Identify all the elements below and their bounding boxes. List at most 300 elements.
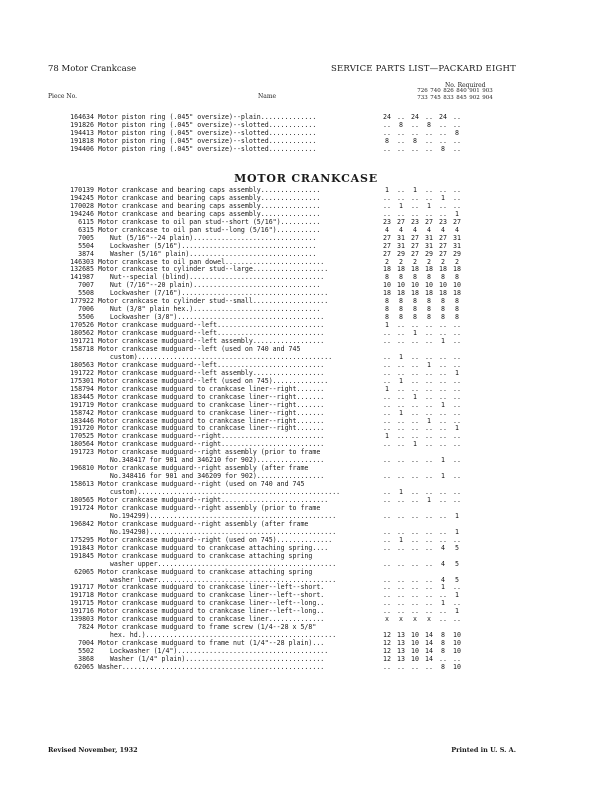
quantity-cell: .. (411, 409, 419, 417)
quantity-cell: .. (453, 401, 461, 409)
quantity-cell: 27 (411, 234, 419, 242)
quantity-cell: .. (439, 424, 447, 432)
quantity-cell: .. (411, 321, 419, 329)
quantity-cell: 1 (385, 186, 389, 194)
quantity-cell: 4 (455, 226, 459, 234)
quantity-cell: .. (411, 194, 419, 202)
quantity-cell: .. (453, 194, 461, 202)
quantity-cell: 1 (399, 488, 403, 496)
quantity-cell: 1 (413, 440, 417, 448)
quantity-cell: .. (411, 591, 419, 599)
part-name: Motor crankcase mudguard--right.......................... (98, 440, 325, 448)
quantity-cell: .. (383, 472, 391, 480)
quantity-cell: 10 (383, 281, 391, 289)
quantity-cell: 4 (441, 560, 445, 568)
quantity-cell: 13 (397, 639, 405, 647)
part-name: Nut--special (blind).................................. (98, 273, 325, 281)
quantity-cell: 8 (427, 305, 431, 313)
quantity-cell: .. (383, 337, 391, 345)
quantity-cell: .. (439, 353, 447, 361)
quantity-cell: 31 (397, 234, 405, 242)
quantity-cell: 8 (441, 663, 445, 671)
quantity-cell: .. (397, 417, 405, 425)
quantity-cell: 29 (425, 250, 433, 258)
part-name: Motor piston ring (.045" oversize)--slotted............ (98, 137, 317, 145)
part-name: Motor crankcase mudguard to crankcase liner.............. (98, 615, 325, 623)
quantity-cell: .. (383, 607, 391, 615)
piece-number: 5506 (78, 313, 94, 321)
part-name: Lockwasher (3/8")..................................... (98, 313, 325, 321)
quantity-cell: 18 (397, 289, 405, 297)
quantity-cell: .. (397, 401, 405, 409)
quantity-cell: 18 (439, 289, 447, 297)
quantity-cell: .. (425, 401, 433, 409)
quantity-cell: 1 (455, 424, 459, 432)
part-name: Motor crankcase mudguard to crankcase attaching spring (98, 552, 313, 560)
quantity-cell: .. (397, 329, 405, 337)
quantity-cell: .. (411, 432, 419, 440)
quantity-cell: .. (397, 186, 405, 194)
piece-number: 62065 (74, 663, 94, 671)
part-name: No.194299)............................................... (98, 512, 337, 520)
quantity-cell: .. (439, 655, 447, 663)
quantity-cell: 27 (439, 242, 447, 250)
piece-number: 191720 (70, 424, 94, 432)
piece-number: 191715 (70, 599, 94, 607)
quantity-cell: .. (439, 385, 447, 393)
model-number: 833 (443, 95, 454, 101)
quantity-cell: .. (453, 583, 461, 591)
piece-number: 191718 (70, 591, 94, 599)
quantity-cell: .. (397, 361, 405, 369)
quantity-cell: 8 (413, 305, 417, 313)
quantity-cell: 1 (399, 202, 403, 210)
quantity-cell: .. (411, 560, 419, 568)
quantity-cell: .. (383, 329, 391, 337)
quantity-cell: .. (383, 129, 391, 137)
quantity-cell: 1 (385, 385, 389, 393)
quantity-cell: .. (411, 544, 419, 552)
quantity-cell: .. (383, 536, 391, 544)
quantity-cell: 8 (441, 273, 445, 281)
part-name: Motor crankcase mudguard--left assembly.................. (98, 369, 325, 377)
quantity-cell: .. (411, 424, 419, 432)
quantity-cell: .. (383, 121, 391, 129)
quantity-cell: .. (397, 591, 405, 599)
quantity-cell: 1 (441, 401, 445, 409)
quantity-cell: 1 (441, 583, 445, 591)
quantity-cell: 8 (441, 145, 445, 153)
quantity-cell: 18 (425, 265, 433, 273)
part-name: Motor crankcase mudguard to crankcase liner--right....... (98, 417, 325, 425)
part-name: washer lower............................................. (98, 576, 337, 584)
model-number: 903 (482, 88, 493, 94)
quantity-cell: .. (411, 202, 419, 210)
piece-number: 164634 (70, 113, 94, 121)
quantity-cell: .. (411, 583, 419, 591)
quantity-cell: .. (453, 377, 461, 385)
quantity-cell: .. (453, 202, 461, 210)
piece-number: 7007 (78, 281, 94, 289)
part-name: Lockwasher (1/4")...................................... (98, 647, 329, 655)
quantity-cell: .. (453, 329, 461, 337)
quantity-cell: x (427, 615, 431, 623)
model-number: 733 (417, 95, 428, 101)
quantity-cell: .. (439, 607, 447, 615)
quantity-cell: .. (397, 528, 405, 536)
quantity-cell: .. (425, 385, 433, 393)
section-title: MOTOR CRANKCASE (234, 172, 378, 185)
quantity-cell: 1 (385, 432, 389, 440)
quantity-cell: 27 (383, 234, 391, 242)
part-name: Motor crankcase and bearing caps assembly............... (98, 202, 321, 210)
quantity-cell: .. (397, 576, 405, 584)
piece-number: 191716 (70, 607, 94, 615)
quantity-cell: 4 (441, 226, 445, 234)
quantity-cell: .. (397, 424, 405, 432)
quantity-cell: .. (383, 353, 391, 361)
piece-number: 175295 (70, 536, 94, 544)
quantity-cell: 10 (411, 647, 419, 655)
quantity-cell: .. (397, 337, 405, 345)
quantity-cell: .. (411, 536, 419, 544)
quantity-cell: 10 (453, 631, 461, 639)
page-header-left: 78 Motor Crankcase (48, 64, 137, 74)
quantity-cell: .. (453, 121, 461, 129)
part-name: Lockwasher (5/16").................................. (98, 242, 317, 250)
quantity-cell: .. (383, 369, 391, 377)
quantity-cell: 10 (425, 281, 433, 289)
piece-number: 180563 (70, 361, 94, 369)
quantity-cell: .. (439, 591, 447, 599)
quantity-cell: .. (411, 353, 419, 361)
quantity-cell: 8 (399, 297, 403, 305)
quantity-cell: .. (425, 599, 433, 607)
piece-number: 175301 (70, 377, 94, 385)
quantity-cell: 1 (399, 377, 403, 385)
part-name: Motor crankcase mudguard--right (used on 740 and 745 (98, 480, 305, 488)
quantity-cell: 8 (441, 647, 445, 655)
piece-number: 194413 (70, 129, 94, 137)
part-name: Washer (1/4" plain)................................... (98, 655, 325, 663)
quantity-cell: .. (397, 440, 405, 448)
quantity-cell: .. (411, 369, 419, 377)
quantity-cell: .. (425, 329, 433, 337)
model-numbers-row-1 (416, 88, 494, 94)
piece-number: 191724 (70, 504, 94, 512)
quantity-cell: 1 (455, 591, 459, 599)
quantity-cell: 23 (383, 218, 391, 226)
quantity-cell: 8 (385, 137, 389, 145)
piece-number: 191721 (70, 337, 94, 345)
quantity-cell: .. (425, 456, 433, 464)
quantity-cell: .. (439, 409, 447, 417)
quantity-cell: .. (411, 599, 419, 607)
quantity-cell: .. (383, 440, 391, 448)
piece-number: 5504 (78, 242, 94, 250)
quantity-cell: .. (453, 186, 461, 194)
quantity-cell: .. (439, 210, 447, 218)
part-name: Nut (3/8" plain hex.)................................ (98, 305, 321, 313)
quantity-cell: .. (425, 377, 433, 385)
piece-number: 170526 (70, 321, 94, 329)
quantity-cell: 29 (397, 250, 405, 258)
piece-number: 158613 (70, 480, 94, 488)
quantity-cell: 8 (455, 273, 459, 281)
piece-number: 191722 (70, 369, 94, 377)
quantity-cell: .. (411, 361, 419, 369)
quantity-cell: .. (453, 496, 461, 504)
quantity-cell: .. (397, 583, 405, 591)
quantity-cell: 8 (455, 305, 459, 313)
quantity-cell: .. (411, 377, 419, 385)
piece-number: 7824 (78, 623, 94, 631)
quantity-cell: .. (411, 129, 419, 137)
quantity-cell: .. (411, 337, 419, 345)
quantity-cell: 8 (399, 273, 403, 281)
piece-number: 158742 (70, 409, 94, 417)
quantity-cell: .. (397, 663, 405, 671)
quantity-cell: 27 (425, 218, 433, 226)
quantity-cell: .. (411, 385, 419, 393)
part-name: Motor crankcase and bearing caps assembly............... (98, 210, 321, 218)
quantity-cell: 10 (453, 281, 461, 289)
quantity-cell: .. (397, 607, 405, 615)
quantity-cell: .. (453, 615, 461, 623)
quantity-cell: 1 (427, 496, 431, 504)
quantity-cell: 8 (441, 313, 445, 321)
piece-number: 180565 (70, 496, 94, 504)
quantity-cell: .. (453, 409, 461, 417)
piece-number: 170139 (70, 186, 94, 194)
model-number: 845 (456, 95, 467, 101)
quantity-cell: 31 (425, 234, 433, 242)
quantity-cell: .. (425, 560, 433, 568)
piece-number: 3868 (78, 655, 94, 663)
quantity-cell: 18 (439, 265, 447, 273)
part-name: Motor crankcase mudguard to crankcase liner--left--long.. (98, 599, 325, 607)
quantity-cell: 10 (411, 281, 419, 289)
piece-number: 177922 (70, 297, 94, 305)
quantity-cell: 1 (399, 353, 403, 361)
piece-number: 62065 (74, 568, 94, 576)
part-name: Motor crankcase mudguard to crankcase liner--right....... (98, 409, 325, 417)
quantity-cell: .. (411, 488, 419, 496)
piece-number: 191719 (70, 401, 94, 409)
quantity-cell: .. (383, 401, 391, 409)
part-name: Motor crankcase mudguard to crankcase liner--right....... (98, 401, 325, 409)
piece-number: 191717 (70, 583, 94, 591)
quantity-cell: 18 (411, 265, 419, 273)
quantity-cell: .. (383, 145, 391, 153)
quantity-cell: .. (383, 560, 391, 568)
piece-number: 141987 (70, 273, 94, 281)
quantity-cell: 2 (427, 258, 431, 266)
part-name: Motor crankcase mudguard to crankcase liner--right....... (98, 385, 325, 393)
part-name: Motor crankcase mudguard to frame screw (1/4--28 x 5/8" (98, 623, 317, 631)
quantity-cell: .. (383, 377, 391, 385)
quantity-cell: 10 (411, 655, 419, 663)
model-number: 826 (443, 88, 454, 94)
quantity-cell: 8 (427, 313, 431, 321)
piece-number: 5508 (78, 289, 94, 297)
part-name: Washer (5/16" plain)................................ (98, 250, 317, 258)
quantity-cell: .. (439, 536, 447, 544)
quantity-cell: .. (439, 137, 447, 145)
quantity-cell: .. (383, 663, 391, 671)
piece-number: 194406 (70, 145, 94, 153)
part-name: Motor crankcase to cylinder stud--large................... (98, 265, 329, 273)
quantity-cell: .. (425, 583, 433, 591)
piece-number: 191818 (70, 137, 94, 145)
quantity-cell: .. (453, 456, 461, 464)
quantity-cell: 2 (455, 258, 459, 266)
model-number: 745 (430, 95, 441, 101)
piece-number: 6315 (78, 226, 94, 234)
part-name: Lockwasher (7/16")..................................... (98, 289, 329, 297)
part-name: Nut (7/16"--20 plain)................................ (98, 281, 321, 289)
quantity-cell: 1 (399, 409, 403, 417)
model-number: 726 (417, 88, 428, 94)
quantity-cell: .. (411, 401, 419, 409)
quantity-cell: 12 (383, 655, 391, 663)
quantity-cell: 1 (413, 329, 417, 337)
quantity-cell: 8 (455, 313, 459, 321)
part-name: Motor crankcase and bearing caps assembly............... (98, 186, 321, 194)
quantity-cell: .. (425, 194, 433, 202)
quantity-cell: .. (383, 488, 391, 496)
quantity-cell: .. (397, 496, 405, 504)
quantity-cell: .. (425, 536, 433, 544)
quantity-cell: .. (397, 210, 405, 218)
quantity-cell: .. (411, 472, 419, 480)
part-name: Motor crankcase mudguard--right........................... (98, 496, 329, 504)
part-name: No.348416 for 901 and 346209 for 902)................. (98, 472, 325, 480)
quantity-cell: 27 (411, 250, 419, 258)
piece-number-heading: Piece No. (48, 93, 77, 100)
quantity-cell: .. (411, 456, 419, 464)
quantity-cell: 23 (411, 218, 419, 226)
quantity-cell: .. (439, 202, 447, 210)
quantity-cell: .. (411, 576, 419, 584)
quantity-cell: 12 (383, 647, 391, 655)
quantity-cell: .. (425, 591, 433, 599)
quantity-cell: .. (439, 329, 447, 337)
piece-number: 146303 (70, 258, 94, 266)
quantity-cell: 2 (413, 258, 417, 266)
part-name: Motor crankcase mudguard--right assembly (after frame (98, 464, 309, 472)
quantity-cell: 8 (385, 273, 389, 281)
quantity-cell: .. (439, 377, 447, 385)
quantity-cell: .. (411, 512, 419, 520)
quantity-cell: 27 (439, 234, 447, 242)
piece-number: 191723 (70, 448, 94, 456)
quantity-cell: x (399, 615, 403, 623)
part-name: No.194298)............................................... (98, 528, 337, 536)
quantity-cell: .. (425, 663, 433, 671)
quantity-cell: 14 (425, 647, 433, 655)
quantity-cell: .. (425, 544, 433, 552)
quantity-cell: 8 (427, 121, 431, 129)
quantity-cell: 13 (397, 631, 405, 639)
quantity-cell: 1 (441, 194, 445, 202)
quantity-cell: .. (397, 512, 405, 520)
part-name: Motor crankcase mudguard to crankcase liner--right....... (98, 424, 325, 432)
quantity-cell: .. (383, 194, 391, 202)
piece-number: 183445 (70, 393, 94, 401)
quantity-cell: x (385, 615, 389, 623)
part-name: custom)................................................. (98, 353, 333, 361)
part-name: No.348417 for 901 and 346210 for 902)................. (98, 456, 325, 464)
quantity-cell: .. (383, 599, 391, 607)
part-name: Motor crankcase mudguard to crankcase liner--left--short. (98, 591, 325, 599)
page-header-right: SERVICE PARTS LIST—PACKARD EIGHT (330, 64, 516, 74)
quantity-cell: 27 (439, 250, 447, 258)
quantity-cell: .. (411, 145, 419, 153)
part-name: hex. hd.)................................................ (98, 631, 337, 639)
quantity-cell: 14 (425, 631, 433, 639)
quantity-cell: .. (439, 186, 447, 194)
quantity-cell: 1 (427, 417, 431, 425)
quantity-cell: .. (439, 488, 447, 496)
quantity-cell: 8 (441, 305, 445, 313)
quantity-cell: .. (425, 210, 433, 218)
quantity-cell: .. (439, 615, 447, 623)
quantity-cell: .. (425, 409, 433, 417)
quantity-cell: 10 (397, 281, 405, 289)
quantity-cell: .. (439, 528, 447, 536)
quantity-cell: 4 (413, 226, 417, 234)
model-number: 904 (482, 95, 493, 101)
part-name: Motor crankcase mudguard--left........................... (98, 329, 325, 337)
quantity-cell: 27 (411, 242, 419, 250)
quantity-cell: 23 (439, 218, 447, 226)
quantity-cell: 8 (399, 121, 403, 129)
part-name: Motor piston ring (.045" oversize)--plain.............. (98, 113, 317, 121)
piece-number: 191845 (70, 552, 94, 560)
quantity-cell: 1 (455, 210, 459, 218)
quantity-cell: 18 (383, 265, 391, 273)
quantity-cell: 4 (427, 226, 431, 234)
quantity-cell: .. (383, 424, 391, 432)
part-name: Motor crankcase to oil pan stud--long (5/16")........... (98, 226, 321, 234)
part-name: Motor crankcase mudguard--left........................... (98, 321, 325, 329)
part-name: Motor crankcase mudguard to crankcase liner--left--long.. (98, 607, 325, 615)
quantity-cell: .. (425, 337, 433, 345)
quantity-cell: 8 (385, 297, 389, 305)
quantity-cell: .. (383, 496, 391, 504)
quantity-cell: .. (439, 512, 447, 520)
quantity-cell: .. (425, 424, 433, 432)
quantity-cell: 2 (441, 258, 445, 266)
quantity-cell: 8 (413, 137, 417, 145)
quantity-cell: .. (411, 496, 419, 504)
quantity-cell: 8 (427, 297, 431, 305)
quantity-cell: .. (425, 528, 433, 536)
quantity-cell: 8 (399, 305, 403, 313)
quantity-cell: 10 (453, 639, 461, 647)
piece-number: 196842 (70, 520, 94, 528)
quantity-cell: 18 (453, 289, 461, 297)
quantity-cell: .. (397, 369, 405, 377)
quantity-cell: .. (383, 361, 391, 369)
part-name: Washer................................................... (98, 663, 325, 671)
quantity-cell: .. (453, 361, 461, 369)
part-name: Motor crankcase mudguard--left (used on 745).............. (98, 377, 329, 385)
quantity-cell: 1 (441, 472, 445, 480)
number-required-heading: No. Required (445, 82, 486, 89)
piece-number: 7004 (78, 639, 94, 647)
